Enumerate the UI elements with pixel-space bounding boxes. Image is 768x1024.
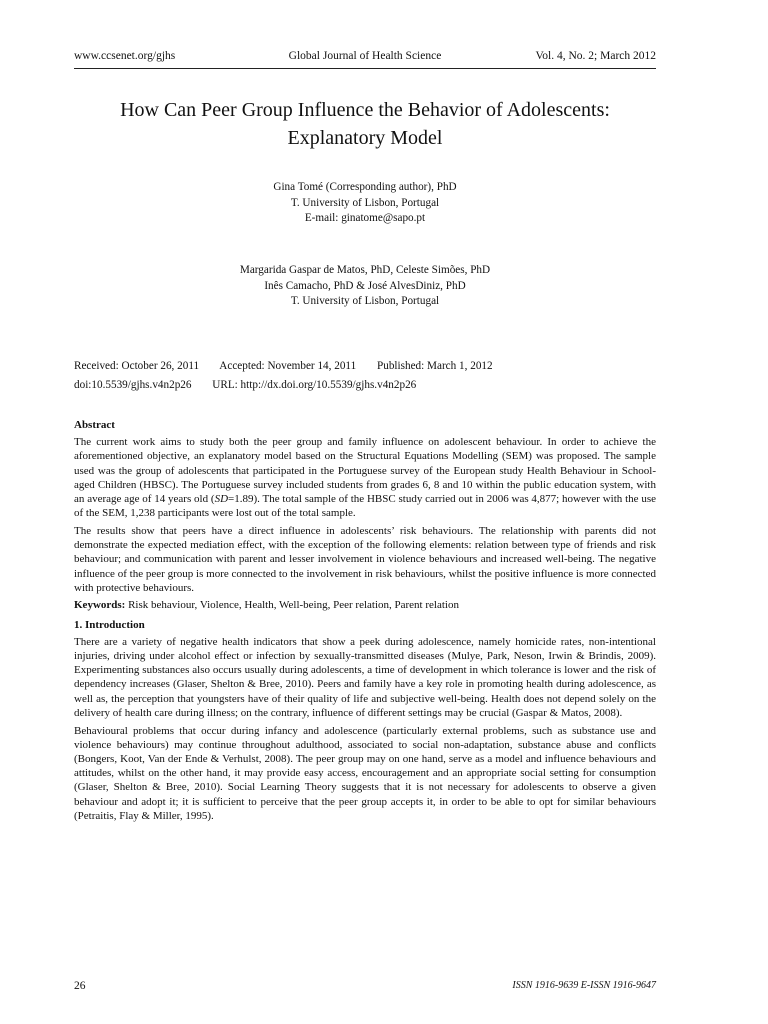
abstract-paragraph-2: The results show that peers have a direct influence in adolescents’ risk behaviours. The relationship with parents did not demonstrate the expected mediation effect, with the exception of the following elements: relation between type of friends and risk behaviour; and communication with parent and lesser involvement in violence behaviours and increased well-being. The negative influence of the peer group is more connected to the involvement in risk behaviours, whilst the positive influence is more connected with protective behaviours. xyxy=(74,524,656,594)
doi-url-link[interactable]: URL: http://dx.doi.org/10.5539/gjhs.v4n2p26 xyxy=(212,379,417,391)
co-authors-block xyxy=(74,263,656,310)
co-authors-affiliation: T. University of Lisbon, Portugal xyxy=(290,295,440,307)
corresponding-author-block xyxy=(74,180,656,227)
co-authors-line-1: Margarida Gaspar de Matos, PhD, Celeste Simões, PhD xyxy=(239,264,491,276)
header-divider xyxy=(74,68,656,69)
abstract-paragraph-1 xyxy=(74,435,656,520)
received-date: Received: October 26, 2011 xyxy=(74,360,200,372)
corresponding-author-email[interactable]: E-mail: ginatome@sapo.pt xyxy=(304,212,426,224)
abstract-heading: Abstract xyxy=(74,419,115,431)
issn-text: ISSN 1916-9639 E-ISSN 1916-9647 xyxy=(512,980,656,991)
abstract-p1-text-a: The current work aims to study both the peer group and family influence on adolescent behaviour. In order to achieve the aforementioned objective, an explanatory model based on the Structural Equations Modelling (SEM) was proposed. The sample used was the group of adolescents that participated in the Portuguese survey of the European study Health Behaviour in School-aged Children (HBSC). The Portuguese survey included students from grades 6, 8 and 10 within the public education system, with an average age of 14 years old ( xyxy=(74,436,656,506)
paper-body xyxy=(74,418,656,826)
abstract-p1-text-b: =1.89). The total sample of the HBSC study carried out in 2006 was 4,877; however with the use of the SEM, 1,238 participants were lost out of the total sample. xyxy=(74,493,656,520)
title-line-2: Explanatory Model xyxy=(287,127,443,149)
published-date: Published: March 1, 2012 xyxy=(377,360,493,372)
publication-dates xyxy=(74,357,656,395)
doi-row xyxy=(74,376,656,395)
introduction-heading: 1. Introduction xyxy=(74,618,145,631)
introduction-paragraph-1: There are a variety of negative health indicators that show a peek during adolescence, namely homicide rates, non-intentional injuries, driving under alcohol effect or infection by sexually-transmitted diseases (Mulye, Park, Neson, Irwin & Brindis, 2009). Experimenting substances also occurs usually during adolescents, a time of development in which tolerance is lower and the risk of dependency increases (Glaser, Shelton & Bree, 2010). Peers and family have a key role in promoting health during adolescence, as well as, the perception that youngsters have of their quality of life and subjective well-being. Health does not depend solely on the delivery of health care during illness; on the contrary, influence of different settings may be crucial (Gaspar & Matos, 2008). xyxy=(74,635,656,719)
keywords-line xyxy=(74,598,656,612)
title-line-1: How Can Peer Group Influence the Behavior of Adolescents: xyxy=(120,99,610,121)
journal-volume: Vol. 4, No. 2; March 2012 xyxy=(535,50,656,62)
journal-website[interactable]: www.ccsenet.org/gjhs xyxy=(74,50,176,62)
keywords-list: Risk behaviour, Violence, Health, Well-being, Peer relation, Parent relation xyxy=(125,599,459,612)
paper-title xyxy=(74,96,656,152)
co-authors-line-2: Inês Camacho, PhD & José AlvesDiniz, PhD xyxy=(264,279,466,292)
keywords-label: Keywords: xyxy=(74,599,126,612)
dates-row xyxy=(74,357,656,376)
doi-text: doi:10.5539/gjhs.v4n2p26 xyxy=(74,379,192,391)
accepted-date: Accepted: November 14, 2011 xyxy=(219,360,357,372)
abstract-sd-symbol: SD xyxy=(214,493,229,506)
page-number: 26 xyxy=(74,980,86,992)
corresponding-author-name: Gina Tomé (Corresponding author), PhD xyxy=(273,181,457,193)
journal-name: Global Journal of Health Science xyxy=(288,50,442,62)
corresponding-author-affiliation: T. University of Lisbon, Portugal xyxy=(290,196,440,209)
introduction-paragraph-2: Behavioural problems that occur during infancy and adolescence (particularly external problems, such as substance use and violence behaviours) may continue throughout adulthood, associated to social non-adaptation, substance abuse and conflicts (Bongers, Koot, Van der Ende & Verhulst, 2008). The peer group may on one hand, serve as a model and influence behaviours and attitudes, whilst on the other hand, it may provide easy access, encouragement and an appropriate social setting for consumption (Glaser, Shelton & Bree, 2010). Social Learning Theory suggests that it is not necessary for adolescents to observe a given behaviour and adopt it; it is sufficient to perceive that the peer group accepts it, in order to be able to opt for similar behaviours (Petraitis, Flay & Miller, 1995). xyxy=(74,724,656,822)
